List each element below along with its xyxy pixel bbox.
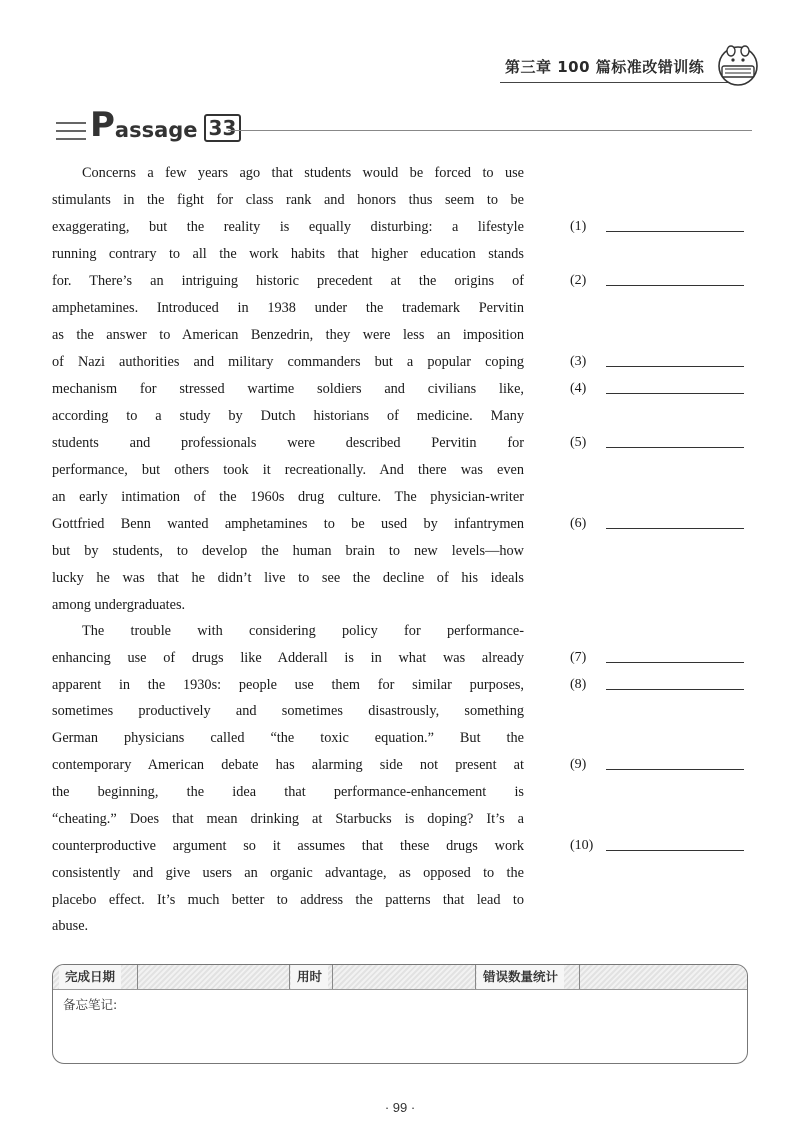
- record-box: [52, 964, 748, 1064]
- text-line: exaggerating, but the reality is equally disturbing: a lifestyle: [52, 219, 524, 235]
- record-divider: [289, 965, 290, 989]
- answer-blank[interactable]: [606, 689, 744, 690]
- record-divider: [475, 965, 476, 989]
- record-divider: [137, 965, 138, 989]
- answer-blank[interactable]: [606, 393, 744, 394]
- text-line: apparent in the 1930s: people use them for similar purposes,: [52, 677, 524, 693]
- header-rule: [500, 82, 730, 83]
- answer-blank[interactable]: [606, 231, 744, 232]
- text-line: lucky he was that he didn’t live to see the decline of his ideals: [52, 570, 524, 586]
- text-line: of Nazi authorities and military commanders but a popular coping: [52, 354, 524, 370]
- text-line: running contrary to all the work habits that higher education stands: [52, 246, 524, 262]
- time-used-label: 用时: [291, 965, 328, 989]
- blank-number: (2): [570, 273, 587, 288]
- blank-number: (5): [570, 435, 587, 450]
- record-divider: [579, 965, 580, 989]
- text-line: German physicians called “the toxic equation.” But the: [52, 730, 524, 746]
- text-line: amphetamines. Introduced in 1938 under the trademark Pervitin: [52, 300, 524, 316]
- text-line: as the answer to American Benzedrin, they were less an imposition: [52, 327, 524, 343]
- page-number: · 99 ·: [384, 1100, 416, 1115]
- text-line: for. There’s an intriguing historic precedent at the origins of: [52, 273, 524, 289]
- blank-number: (6): [570, 516, 587, 531]
- answer-blank[interactable]: [606, 366, 744, 367]
- memo-notes-label: 备忘笔记:: [63, 997, 118, 1012]
- text-line: sometimes productively and sometimes disastrously, something: [52, 703, 524, 719]
- title-decoration: [56, 130, 86, 132]
- blank-number: (3): [570, 354, 587, 369]
- chapter-header: 第三章 100 篇标准改错训练: [505, 58, 705, 76]
- passage-title: [90, 105, 241, 145]
- text-line: but by students, to develop the human brain to new levels—how: [52, 543, 524, 559]
- text-line: the beginning, the idea that performance-enhancement is: [52, 784, 524, 800]
- text-line: Concerns a few years ago that students would be forced to use: [82, 165, 524, 181]
- text-line: counterproductive argument so it assumes that these drugs work: [52, 838, 524, 854]
- text-line: Gottfried Benn wanted amphetamines to be used by infantrymen: [52, 516, 524, 532]
- text-line: among undergraduates.: [52, 597, 186, 613]
- title-rule: [228, 130, 752, 131]
- text-line: mechanism for stressed wartime soldiers and civilians like,: [52, 381, 524, 397]
- passage-label-rest: assage: [114, 118, 198, 142]
- title-decoration: [56, 122, 86, 124]
- text-line: abuse.: [52, 918, 89, 934]
- record-divider: [332, 965, 333, 989]
- blank-number: (4): [570, 381, 587, 396]
- mascot-icon: [716, 42, 760, 88]
- blank-number: (10): [570, 838, 594, 853]
- text-line: according to a study by Dutch historians of medicine. Many: [52, 408, 524, 424]
- answer-blank[interactable]: [606, 285, 744, 286]
- passage-label-initial: P: [90, 105, 115, 145]
- text-line: The trouble with considering policy for performance-: [82, 623, 524, 639]
- blank-number: (7): [570, 650, 587, 665]
- record-header-bar: [53, 965, 747, 990]
- answer-blank[interactable]: [606, 447, 744, 448]
- text-line: students and professionals were described Pervitin for: [52, 435, 524, 451]
- text-line: “cheating.” Does that mean drinking at Starbucks is doping? It’s a: [52, 811, 524, 827]
- answer-blank[interactable]: [606, 769, 744, 770]
- error-count-label: 错误数量统计: [477, 965, 564, 989]
- blank-number: (8): [570, 677, 587, 692]
- text-line: contemporary American debate has alarming side not present at: [52, 757, 524, 773]
- answer-blank[interactable]: [606, 528, 744, 529]
- text-line: stimulants in the fight for class rank and honors thus seem to be: [52, 192, 524, 208]
- text-line: consistently and give users an organic advantage, as opposed to the: [52, 865, 524, 881]
- text-line: performance, but others took it recreationally. And there was even: [52, 462, 524, 478]
- answer-blank[interactable]: [606, 850, 744, 851]
- blank-number: (1): [570, 219, 587, 234]
- blank-number: (9): [570, 757, 587, 772]
- title-decoration: [56, 138, 86, 140]
- answer-blank[interactable]: [606, 662, 744, 663]
- text-line: an early intimation of the 1960s drug culture. The physician-writer: [52, 489, 524, 505]
- completion-date-label: 完成日期: [59, 965, 121, 989]
- text-line: placebo effect. It’s much better to address the patterns that lead to: [52, 892, 524, 908]
- passage-number: 33: [204, 114, 242, 142]
- text-line: enhancing use of drugs like Adderall is in what was already: [52, 650, 524, 666]
